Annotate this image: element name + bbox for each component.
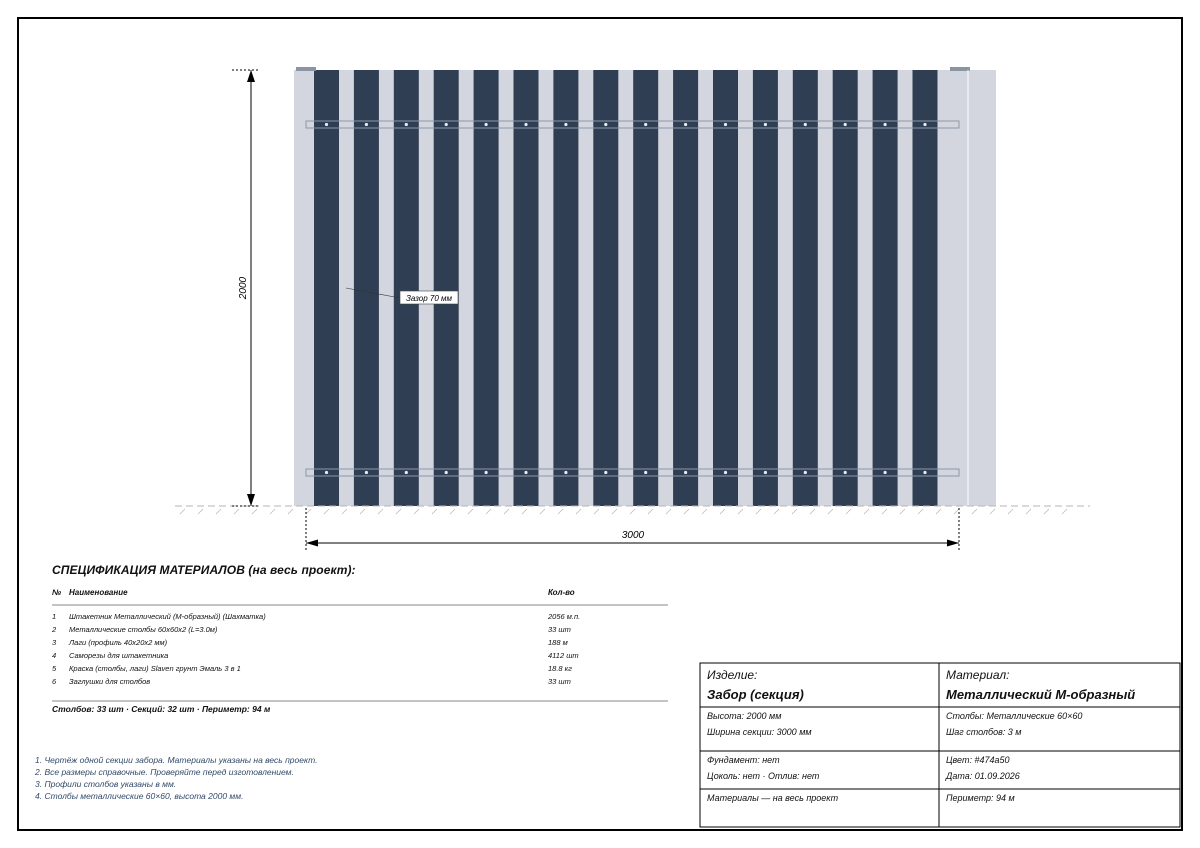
picket [713,70,738,506]
post-step-value: Шаг столбов: 3 м [946,727,1022,737]
fence-elevation [294,67,996,506]
spec-row-name: Саморезы для штакетника [69,651,169,660]
ground-hatch [918,509,923,514]
section-width-value: Ширина секции: 3000 мм [707,727,812,737]
spec-row-num: 4 [52,651,57,660]
perimeter-value: Периметр: 94 м [946,793,1015,803]
spec-row-qty: 33 шт [548,677,571,686]
ground-hatch [450,509,455,514]
picket [514,70,539,506]
picket [553,70,578,506]
product-label: Изделие: [707,668,758,682]
screw-top [844,123,847,126]
posts-value: Столбы: Металлические 60×60 [946,711,1083,721]
screw-top [405,123,408,126]
screw-top [485,123,488,126]
screw-bottom [764,471,767,474]
picket [793,70,818,506]
picket [314,70,339,506]
screw-top [724,123,727,126]
screw-bottom [844,471,847,474]
ground-hatch [1008,509,1013,514]
picket [593,70,618,506]
screw-bottom [524,471,527,474]
screw-top [524,123,527,126]
spec-row-name: Заглушки для столбов [69,677,151,686]
ground-hatch [1062,509,1067,514]
spec-row [52,625,652,637]
picket [354,70,379,506]
screw-bottom [644,471,647,474]
note-4: 4. Столбы металлические 60×60, высота 2000 мм. [35,791,244,801]
spec-row [52,664,652,676]
spec-row-name: Лаги (профиль 40x20x2 мм) [69,638,168,647]
ground-hatch [396,509,401,514]
note-1: 1. Чертёж одной секции забора. Материалы указаны на весь проект. [35,755,318,765]
material-value: Металлический М-образный [946,687,1136,702]
spec-summary: Столбов: 33 шт · Секций: 32 шт · Периметр: 94 м [52,704,271,714]
ground-hatch [828,509,833,514]
screw-top [604,123,607,126]
ground-hatch [252,509,257,514]
spec-header-name: Наименование [69,588,128,597]
screw-bottom [564,471,567,474]
spec-row-num: 1 [52,612,57,621]
ground-hatch [324,509,329,514]
spec-row [52,651,652,663]
ground-hatch [900,509,905,514]
width-arrow-right [947,540,959,547]
height-arrow-top [247,70,255,82]
date-value: Дата: 01.09.2026 [946,771,1020,781]
screw-top [804,123,807,126]
height-value: Высота: 2000 мм [707,711,782,721]
ground-hatch [342,509,347,514]
note-3: 3. Профили столбов указаны в мм. [35,779,177,789]
screw-top [325,123,328,126]
screw-top [445,123,448,126]
screw-top [564,123,567,126]
ground-hatch [540,509,545,514]
gap-label: Зазор 70 мм [405,294,453,303]
spec-header-num: № [52,588,62,597]
ground-hatch [666,509,671,514]
screw-top [644,123,647,126]
spec-title: СПЕЦИФИКАЦИЯ МАТЕРИАЛОВ (на весь проект): [52,563,356,577]
ground-hatch [864,509,869,514]
ground-hatch [270,509,275,514]
spec-row [52,638,652,650]
screw-bottom [405,471,408,474]
ground-hatch [378,509,383,514]
picket [394,70,419,506]
spec-row-num: 2 [52,625,57,634]
ground-hatch [720,509,725,514]
ground-hatch [576,509,581,514]
foundation-value: Фундамент: нет [707,755,780,765]
screw-top [884,123,887,126]
materials-note: Материалы — на весь проект [707,793,839,803]
ground-line [175,506,1090,514]
screw-bottom [724,471,727,474]
screw-top [764,123,767,126]
ground-hatch [432,509,437,514]
screw-bottom [684,471,687,474]
screw-top [365,123,368,126]
ground-hatch [702,509,707,514]
screw-bottom [604,471,607,474]
width-dim-text: 3000 [621,530,645,541]
spec-row-qty: 33 шт [548,625,571,634]
ground-hatch [180,509,185,514]
picket [673,70,698,506]
ground-hatch [234,509,239,514]
ground-hatch [936,509,941,514]
ground-hatch [594,509,599,514]
screw-bottom [485,471,488,474]
ground-hatch [630,509,635,514]
ground-hatch [216,509,221,514]
screw-bottom [445,471,448,474]
spec-row [52,677,652,689]
screw-bottom [884,471,887,474]
height-dim-text: 2000 [238,276,249,300]
note-2: 2. Все размеры справочные. Проверяйте перед изготовлением. [35,767,294,777]
spec-row-qty: 4112 шт [548,651,579,660]
ground-hatch [360,509,365,514]
ground-hatch [558,509,563,514]
screw-bottom [804,471,807,474]
spec-row-num: 3 [52,638,57,647]
spec-row-name: Штакетник Металлический (М-образный) (Шахматка) [69,612,266,621]
ground-hatch [882,509,887,514]
screw-bottom [325,471,328,474]
spec-row-qty: 2056 м.п. [548,612,581,621]
spec-row-num: 6 [52,677,57,686]
ground-hatch [648,509,653,514]
ground-hatch [1044,509,1049,514]
ground-hatch [486,509,491,514]
ground-hatch [990,509,995,514]
product-value: Забор (секция) [707,687,804,702]
ground-hatch [810,509,815,514]
spec-header-qty: Кол-во [548,588,575,597]
screw-bottom [923,471,926,474]
ground-hatch [468,509,473,514]
screw-top [684,123,687,126]
picket [633,70,658,506]
screw-top [923,123,926,126]
spec-row-num: 5 [52,664,57,673]
plinth-value: Цоколь: нет · Отлив: нет [707,771,820,781]
spec-row-qty: 188 м [548,638,568,647]
width-dimension [306,508,959,550]
ground-hatch [198,509,203,514]
ground-hatch [954,509,959,514]
ground-hatch [306,509,311,514]
picket [753,70,778,506]
ground-hatch [522,509,527,514]
spec-row-qty: 18.8 кг [548,664,572,673]
ground-hatch [738,509,743,514]
ground-hatch [756,509,761,514]
height-dimension [232,70,258,506]
right-post-cap [950,67,970,71]
picket [434,70,459,506]
ground-hatch [774,509,779,514]
picket [833,70,858,506]
ground-hatch [792,509,797,514]
spec-row-name: Металлические столбы 60x60x2 (L=3.0м) [69,625,218,634]
picket [913,70,938,506]
picket [474,70,499,506]
screw-bottom [365,471,368,474]
ground-hatch [414,509,419,514]
ground-hatch [684,509,689,514]
picket [873,70,898,506]
spec-row [52,612,652,624]
ground-hatch [972,509,977,514]
spec-row-name: Краска (столбы, лаги) Slaven грунт Эмаль 3 в 1 [69,664,241,673]
ground-hatch [846,509,851,514]
ground-hatch [504,509,509,514]
width-arrow-left [306,540,318,547]
ground-hatch [612,509,617,514]
color-value: Цвет: #474a50 [946,755,1010,765]
material-label: Материал: [946,668,1010,682]
height-arrow-bottom [247,494,255,506]
left-post-cap [296,67,316,71]
ground-hatch [1026,509,1031,514]
ground-hatch [288,509,293,514]
